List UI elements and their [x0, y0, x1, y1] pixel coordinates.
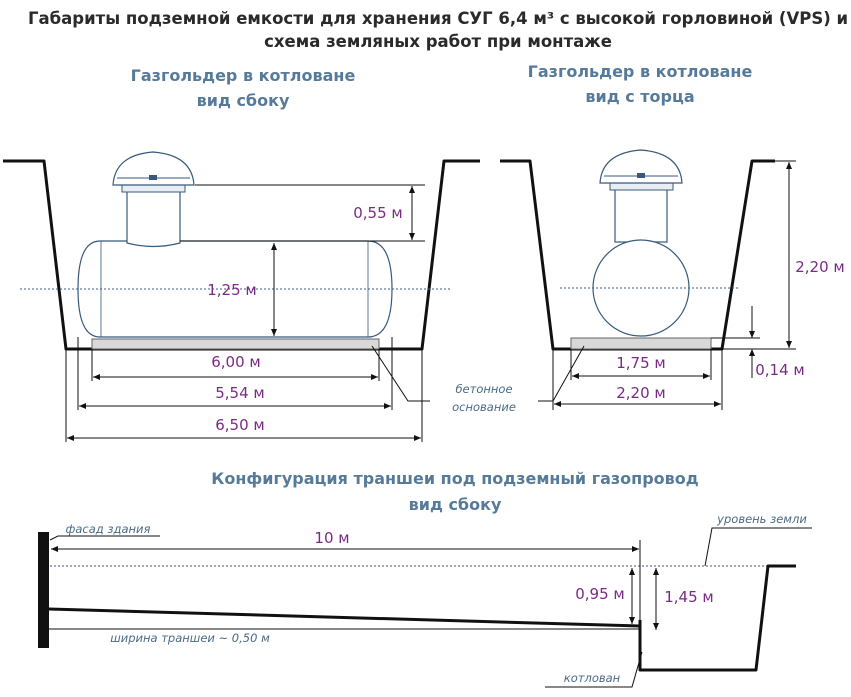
end-dim-pit-width: 2,20 м: [616, 384, 666, 402]
side-dim-pit-length: 6,50 м: [215, 416, 265, 434]
side-view-drawing: [3, 152, 480, 442]
end-view-caption-1: Газгольдер в котловане: [527, 62, 753, 81]
end-view-caption-2: вид с торца: [585, 87, 695, 106]
concrete-base-label-2: основание: [452, 400, 516, 414]
building-facade-wall: [38, 532, 49, 648]
trench-drawing: [38, 528, 812, 687]
end-dome: [600, 150, 682, 183]
trench-dim-length: 10 м: [314, 529, 350, 547]
side-concrete-base: [92, 339, 379, 349]
title-line-1: Габариты подземной емкости для хранения СУГ 6,4 м³ с высокой горловиной (VPS) и: [27, 9, 849, 28]
concrete-base-label-1: бетонное: [455, 382, 513, 396]
trench-bottom-line: [49, 609, 640, 626]
facade-label: фасад здания: [65, 522, 151, 536]
side-dome: [113, 152, 194, 185]
trench-width-label: ширина траншеи ~ 0,50 м: [110, 631, 270, 645]
side-dim-neck-height: 0,55 м: [353, 204, 403, 222]
trench-dim-end-depth: 1,45 м: [664, 588, 714, 606]
end-tank-neck: [615, 185, 667, 242]
side-view-caption-1: Газгольдер в котловане: [130, 66, 356, 85]
trench-dim-start-depth: 0,95 м: [575, 585, 625, 603]
title-line-2: схема земляных работ при монтаже: [264, 32, 612, 51]
pit-label: котлован: [563, 671, 621, 685]
end-dim-base-thickness: 0,14 м: [755, 361, 805, 379]
end-dim-base-width: 1,75 м: [616, 354, 666, 372]
trench-pit-outline: [640, 566, 796, 670]
side-dim-base-length: 6,00 м: [211, 353, 261, 371]
trench-caption-1: Конфигурация траншеи под подземный газопровод: [211, 469, 699, 488]
trench-caption-2: вид сбоку: [408, 495, 502, 514]
end-view-drawing: [500, 150, 845, 410]
ground-level-label: уровень земли: [717, 512, 807, 526]
end-dim-depth: 2,20 м: [795, 258, 845, 276]
side-tank-neck: [127, 191, 180, 247]
side-dim-tank-length: 5,54 м: [215, 384, 265, 402]
end-concrete-base: [571, 338, 711, 349]
side-view-caption-2: вид сбоку: [196, 91, 290, 110]
side-dim-tank-diameter: 1,25 м: [207, 281, 257, 299]
